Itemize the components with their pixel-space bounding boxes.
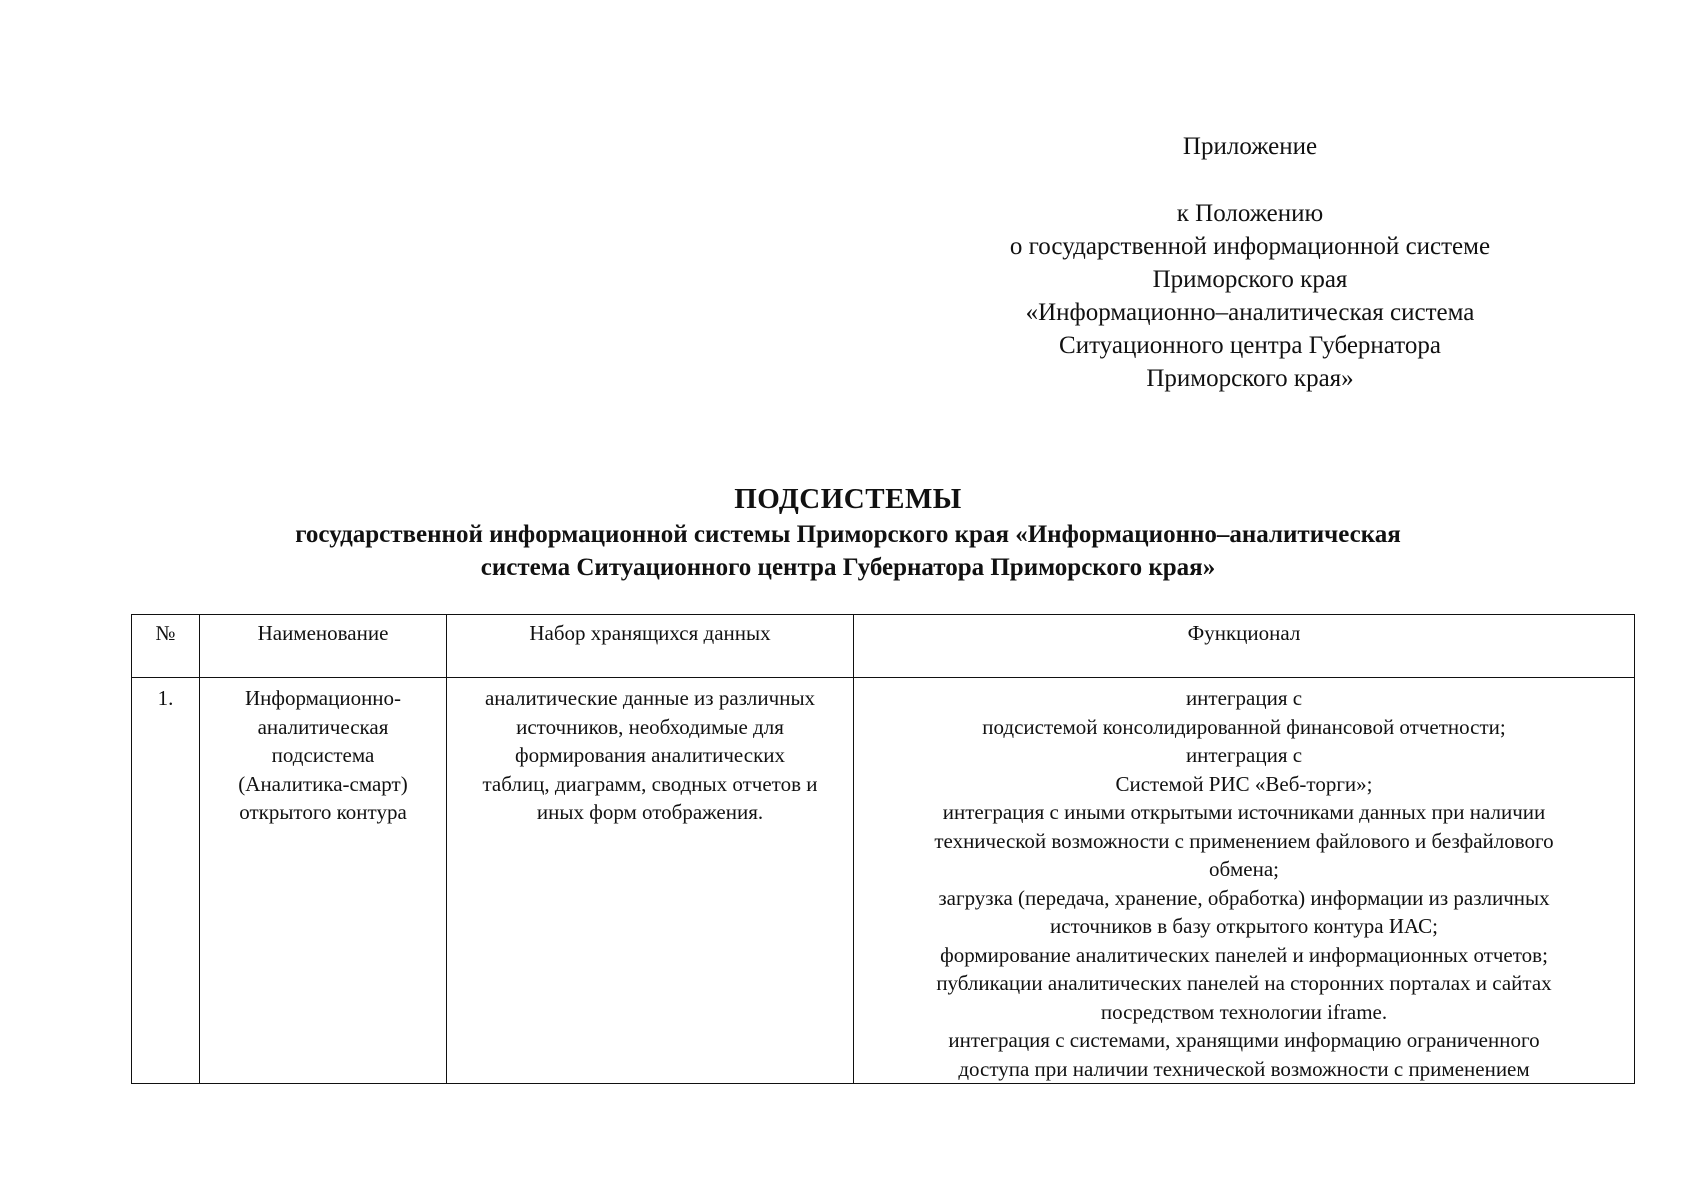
function-line: технической возможности с применением файлового и безфайлового [934,828,1554,853]
function-line: публикации аналитических панелей на сторонних порталах и сайтах [936,971,1552,995]
heading-subtitle-line: система Ситуационного центра Губернатора Приморского края» [480,554,1216,581]
header-function: Функционал [854,615,1635,678]
function-line: интеграция с [1185,686,1303,710]
function-line: доступа при наличии технической возможности с применением [958,1056,1530,1081]
appendix-block [930,130,1570,395]
function-line: интеграция с иными открытыми источниками данных при наличии [942,800,1546,824]
subsystems-table [131,614,1635,1084]
data-line: таблиц, диаграмм, сводных отчетов и [482,771,818,796]
row-function-cell [854,678,1635,1084]
row-data-cell [447,678,854,1084]
function-line: посредством технологии iframe. [1100,999,1388,1024]
name-line: подсистема [271,743,375,767]
row-number: 1. [132,678,200,1084]
name-line: (Аналитика-смарт) [238,771,408,796]
table-row [132,678,1635,1084]
function-line: Системой РИС «Веб-торги»; [1115,771,1373,796]
document-heading [60,480,1636,584]
function-line: интеграция с системами, хранящими информацию ограниченного [948,1028,1540,1052]
function-line: обмена; [1209,857,1279,881]
name-line: Информационно- [244,686,402,710]
name-line: аналитическая [257,714,389,739]
data-line: иных форм отображения. [536,800,764,824]
data-line: аналитические данные из различных [484,686,816,710]
name-line: открытого контура [239,800,407,824]
header-name: Наименование [200,615,447,678]
header-data: Набор хранящихся данных [447,615,854,678]
appendix-line: Ситуационного центра Губернатора [1059,332,1441,359]
function-line: подсистемой консолидированной финансовой отчетности; [982,714,1506,739]
header-num: № [132,615,200,678]
appendix-line: «Информационно–аналитическая система [1025,299,1475,326]
appendix-line: Приморского края» [1146,365,1354,392]
row-name-cell [200,678,447,1084]
appendix-line: к Положению [1176,200,1324,227]
data-line: источников, необходимые для [516,714,784,739]
function-line: загрузка (передача, хранение, обработка) информации из различных [938,885,1550,910]
function-line: формирование аналитических панелей и информационных отчетов; [940,942,1548,967]
table-header-row [132,615,1635,678]
function-line: интеграция с [1185,743,1303,767]
appendix-line: Приморского края [1152,266,1348,293]
heading-subtitle-line: государственной информационной системы Приморского края «Информационно–аналитическая [295,521,1401,548]
heading-title: ПОДСИСТЕМЫ [734,483,962,515]
appendix-title: Приложение [1182,133,1318,160]
appendix-line: о государственной информационной системе [1009,233,1491,260]
data-line: формирования аналитических [514,743,786,767]
function-line: источников в базу открытого контура ИАС; [1050,914,1438,938]
